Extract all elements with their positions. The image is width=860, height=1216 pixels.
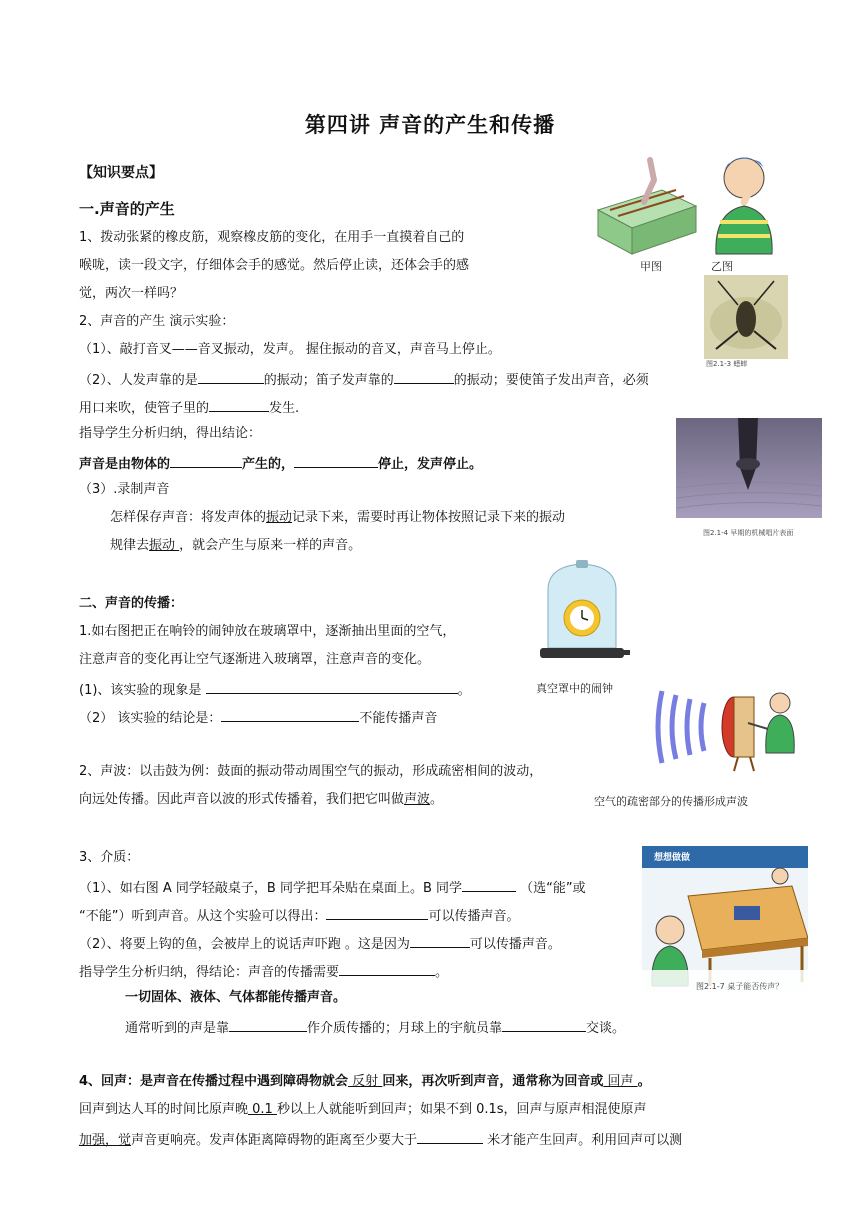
q3-line1-a: （1）、如右图 A 同学轻敲桌子，B 同学把耳朵贴在桌面上。B 同学	[79, 881, 463, 896]
p4	[79, 369, 649, 390]
bell-jar-figure	[534, 560, 630, 672]
record-caption: 图2.1-4 早期的机械唱片表面	[703, 529, 794, 537]
q2-line2-a: 向远处传播。因此声音以波的形式传播着，我们把它叫做	[79, 792, 405, 807]
p6: 指导学生分析归纳，得出结论：	[79, 426, 262, 441]
q3-line1-b: （选“能”或	[516, 881, 586, 896]
q4-line2-a: 回声到达人耳的时间比原声晚	[79, 1102, 249, 1117]
part1-heading: 一.声音的产生	[79, 200, 175, 218]
q3-line3-a: （2）、将要上钩的鱼，会被岸上的说话声吓跑 。这是因为	[79, 937, 410, 952]
table-caption: 图2.1-7 桌子能否传声？	[696, 982, 784, 991]
p2: 2、声音的产生 演示实验：	[79, 314, 235, 329]
blank-8[interactable]	[462, 877, 516, 892]
p5-b: 发生.	[269, 401, 300, 416]
figure-yi-caption: 乙图	[711, 260, 733, 273]
blank-11[interactable]	[339, 961, 435, 976]
table-conduction-figure	[642, 846, 808, 992]
p7-a: 声音是由物体的	[79, 457, 171, 472]
p1-line1: 1、拨动张紧的橡皮筋，观察橡皮筋的变化，在用手一直摸着自己的	[79, 230, 465, 245]
q1-line4	[79, 707, 437, 728]
q4-line3	[79, 1129, 682, 1150]
q3-line4-a: 指导学生分析归纳，得结论：声音的传播需要	[79, 965, 340, 980]
p9-b: 振动	[266, 510, 293, 525]
q4-line1-d: 回声	[603, 1074, 638, 1089]
p7-b: 产生的，	[242, 457, 295, 472]
q3-line3-b: 可以传播声音。	[469, 937, 561, 952]
q3-line6-b: 作介质传播的；月球上的宇航员靠	[307, 1021, 503, 1036]
q4-line1-e: 。	[637, 1074, 651, 1089]
q3-line6-c: 交谈。	[586, 1021, 626, 1036]
p7-c: 停止，发声停止。	[378, 457, 483, 472]
p5-a: 用口来吹，使管子里的	[79, 401, 210, 416]
blank-7[interactable]	[221, 707, 359, 722]
q4-line2	[79, 1101, 647, 1119]
cricket-caption: 图2.1-3 蟋蟀	[706, 360, 748, 368]
p1-line3: 觉，两次一样吗？	[79, 286, 184, 301]
bell-jar-caption: 真空罩中的闹钟	[536, 682, 613, 695]
q3-line2-a: “不能”）听到声音。从这个实验可以得出：	[79, 909, 327, 924]
q3-line4-b: 。	[435, 965, 449, 980]
q3-heading: 3、介质：	[79, 850, 140, 865]
think-title: 想想做做	[654, 853, 691, 863]
p3: （1）、敲打音叉——音叉振动，发声。 握住振动的音叉，声音马上停止。	[79, 342, 501, 357]
q3-line4	[79, 961, 448, 982]
q2-line2-b: 声波	[404, 792, 431, 807]
q3-line3	[79, 933, 561, 954]
q4-line1-b: 反射	[348, 1074, 383, 1089]
q1-line3-b: 。	[457, 683, 471, 698]
p10-a: 规律去	[110, 538, 150, 553]
record-needle-figure	[676, 418, 822, 518]
q4-line3-a: 加强，觉	[79, 1133, 132, 1148]
blank-12[interactable]	[229, 1017, 307, 1032]
q3-line2	[79, 905, 520, 926]
q1-line4-a: （2） 该实验的结论是：	[79, 711, 222, 726]
blank-3[interactable]	[209, 397, 269, 412]
q4-line1-c: 回来，再次听到声音，通常称为回音或	[382, 1074, 604, 1089]
blank-4[interactable]	[170, 453, 242, 468]
figure-jia-caption: 甲图	[640, 260, 662, 273]
q4-line3-b: 声音更响亮。发声体距离障碍物的距离至少要大于	[131, 1133, 418, 1148]
blank-14[interactable]	[417, 1129, 483, 1144]
q1-line3	[79, 679, 471, 700]
p5	[79, 397, 299, 418]
q4-line3-c: 米才能产生回声。利用回声可以测	[483, 1133, 683, 1148]
blank-5[interactable]	[294, 453, 378, 468]
q2-line2	[79, 791, 443, 809]
blank-9[interactable]	[326, 905, 428, 920]
p1-line2: 喉咙，读一段文字，仔细体会手的感觉。然后停止读，还体会手的感	[79, 258, 470, 273]
q2-line2-c: 。	[430, 792, 444, 807]
q4-line2-c: 秒以上人就能听到回声；如果不到 0.1s，回声与原声相混使原声	[276, 1102, 647, 1117]
p10-c: ，就会产生与原来一样的声音。	[179, 538, 362, 553]
p10	[110, 537, 361, 555]
boy-throat-figure	[698, 150, 788, 258]
cricket-figure	[704, 275, 788, 359]
q1-line4-b: 不能传播声音	[359, 711, 438, 726]
q3-line1	[79, 877, 586, 898]
drum-caption: 空气的疏密部分的传播形成声波	[594, 795, 748, 808]
p4-c: 的振动；要使笛子发出声音，必须	[453, 373, 649, 388]
part2-heading: 二、声音的传播：	[79, 596, 184, 611]
p4-b: 的振动；笛子发声靠的	[263, 373, 394, 388]
p9	[110, 509, 565, 527]
blank-13[interactable]	[502, 1017, 586, 1032]
q3-line6	[125, 1017, 625, 1038]
q1-line1: 1.如右图把正在响铃的闹钟放在玻璃罩中，逐渐抽出里面的空气，	[79, 624, 456, 639]
blank-6[interactable]	[206, 679, 458, 694]
p9-c: 记录下来，需要时再让物体按照记录下来的振动	[292, 510, 566, 525]
drum-sound-wave-figure	[654, 683, 804, 773]
p8: （3）.录制声音	[79, 482, 170, 497]
q4-line1-a: 4、回声：是声音在传播过程中遇到障碍物就会	[79, 1074, 349, 1089]
q3-line6-a: 通常听到的声是靠	[125, 1021, 230, 1036]
q4-line2-b: 0.1	[248, 1102, 277, 1117]
q1-line3-a: (1)、该实验的现象是	[79, 683, 206, 698]
blank-1[interactable]	[198, 369, 264, 384]
blank-10[interactable]	[410, 933, 470, 948]
p7	[79, 453, 482, 474]
p9-a: 怎样保存声音：将发声体的	[110, 510, 267, 525]
blank-2[interactable]	[394, 369, 454, 384]
q1-line2: 注意声音的变化再让空气逐渐进入玻璃罩，注意声音的变化。	[79, 652, 431, 667]
q3-line2-b: 可以传播声音。	[428, 909, 520, 924]
q3-line5: 一切固体、液体、气体都能传播声音。	[125, 990, 347, 1005]
page-title: 第四讲 声音的产生和传播	[304, 113, 556, 137]
q4-line1	[79, 1073, 651, 1091]
p10-b: 振动	[149, 538, 180, 553]
rubber-band-box-figure	[592, 150, 702, 258]
section-heading: 【知识要点】	[79, 165, 163, 181]
q2-line1: 2、声波：以击鼓为例：鼓面的振动带动周围空气的振动，形成疏密相间的波动，	[79, 764, 543, 779]
p4-a: （2）、人发声靠的是	[79, 373, 198, 388]
